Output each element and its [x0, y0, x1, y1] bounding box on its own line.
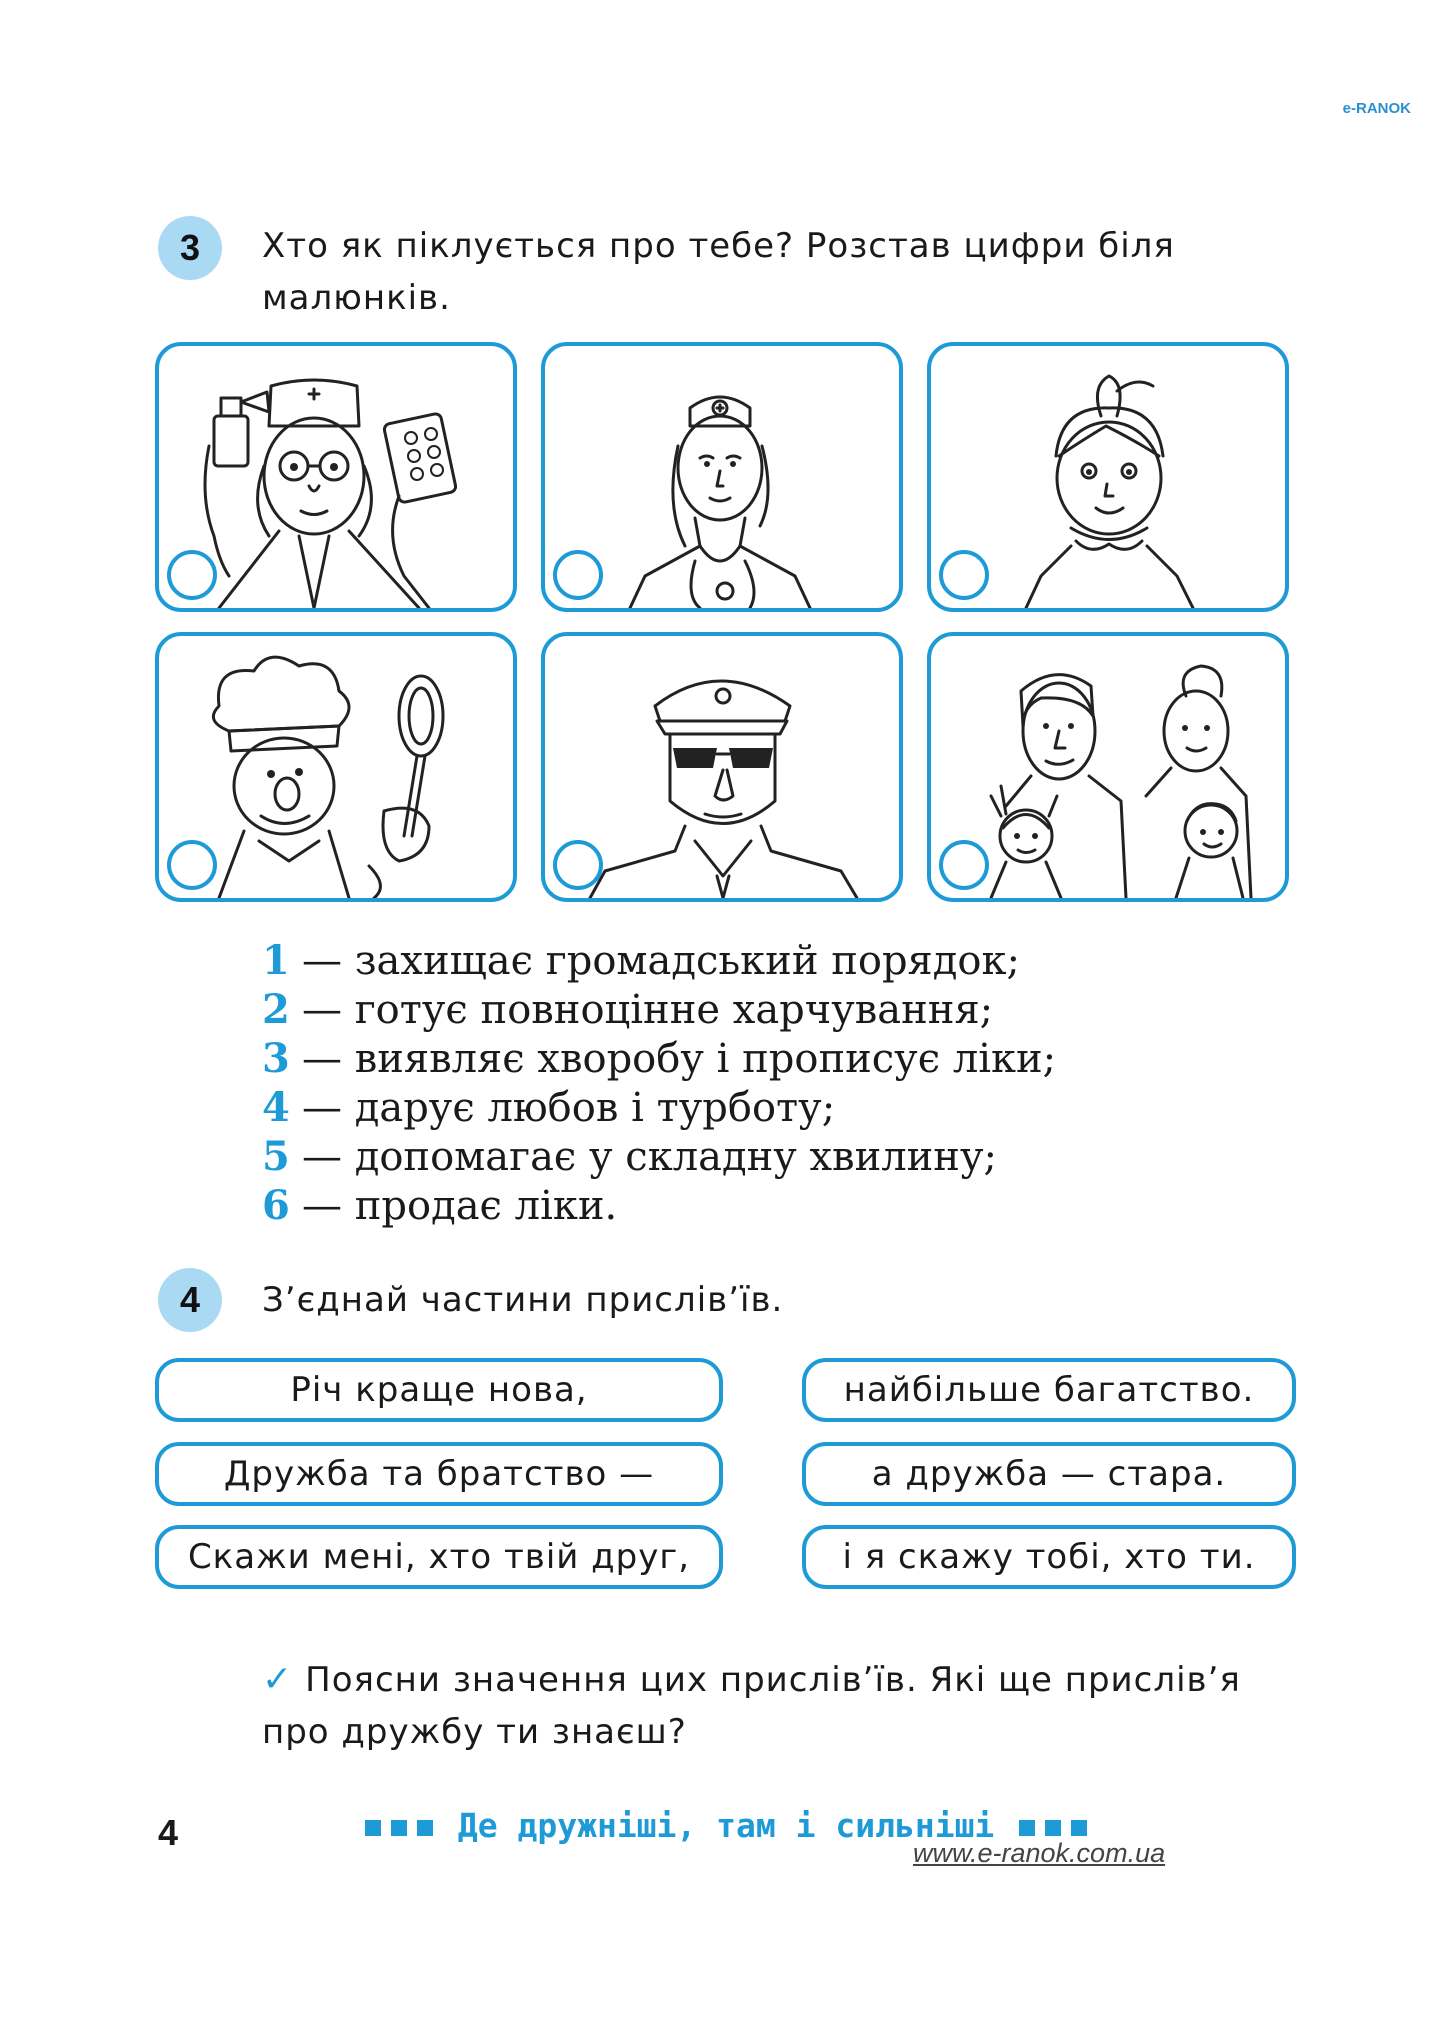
- list-item: 2 — готує повноцінне харчування;: [262, 986, 994, 1033]
- answer-circle[interactable]: [167, 840, 217, 890]
- picture-card-family: [927, 632, 1289, 902]
- proverb-right-2[interactable]: а дружба — стара.: [802, 1442, 1296, 1506]
- list-item: 4 — дарує любов і турботу;: [262, 1084, 836, 1131]
- checkmark-icon: ✓: [262, 1659, 294, 1700]
- picture-card-teacher: [927, 342, 1289, 612]
- answer-circle[interactable]: [939, 550, 989, 600]
- footer-title: Де дружніші, там і сильніші: [360, 1806, 1092, 1845]
- picture-card-nurse: [541, 342, 903, 612]
- list-item: 3 — виявляє хворобу і прописує ліки;: [262, 1035, 1057, 1082]
- proverb-right-1[interactable]: найбільше багатство.: [802, 1358, 1296, 1422]
- answer-circle[interactable]: [939, 840, 989, 890]
- list-item: 1 — захищає громадський порядок;: [262, 937, 1020, 984]
- answer-circle[interactable]: [553, 840, 603, 890]
- proverb-left-1[interactable]: Річ краще нова,: [155, 1358, 723, 1422]
- proverb-right-3[interactable]: і я скажу тобі, хто ти.: [802, 1525, 1296, 1589]
- footer-url[interactable]: www.e-ranok.com.ua: [913, 1838, 1166, 1868]
- list-item: 5 — допомагає у складну хвилину;: [262, 1133, 997, 1180]
- proverb-left-2[interactable]: Дружба та братство —: [155, 1442, 723, 1506]
- proverb-left-3[interactable]: Скажи мені, хто твій друг,: [155, 1525, 723, 1589]
- publisher-logo: e-RANOK: [1342, 100, 1411, 117]
- picture-card-pharmacist: [155, 342, 517, 612]
- page-number: 4: [158, 1812, 179, 1853]
- task-3-badge: 3: [158, 216, 222, 280]
- answer-circle[interactable]: [553, 550, 603, 600]
- task-3-prompt: Хто як піклується про тебе? Розстав цифри біля малюнків.: [262, 226, 1175, 318]
- extra-task: ✓ Поясни значення цих прислів’їв. Які ще прислів’я про дружбу ти знаєш?: [262, 1659, 1241, 1752]
- task-4-prompt: З’єднай частини прислів’їв.: [262, 1280, 784, 1320]
- task-4-badge: 4: [158, 1268, 222, 1332]
- list-item: 6 — продає ліки.: [262, 1182, 618, 1229]
- answer-circle[interactable]: [167, 550, 217, 600]
- picture-card-cook: [155, 632, 517, 902]
- answers-list: [262, 936, 1056, 1230]
- picture-card-police-officer: [541, 632, 903, 902]
